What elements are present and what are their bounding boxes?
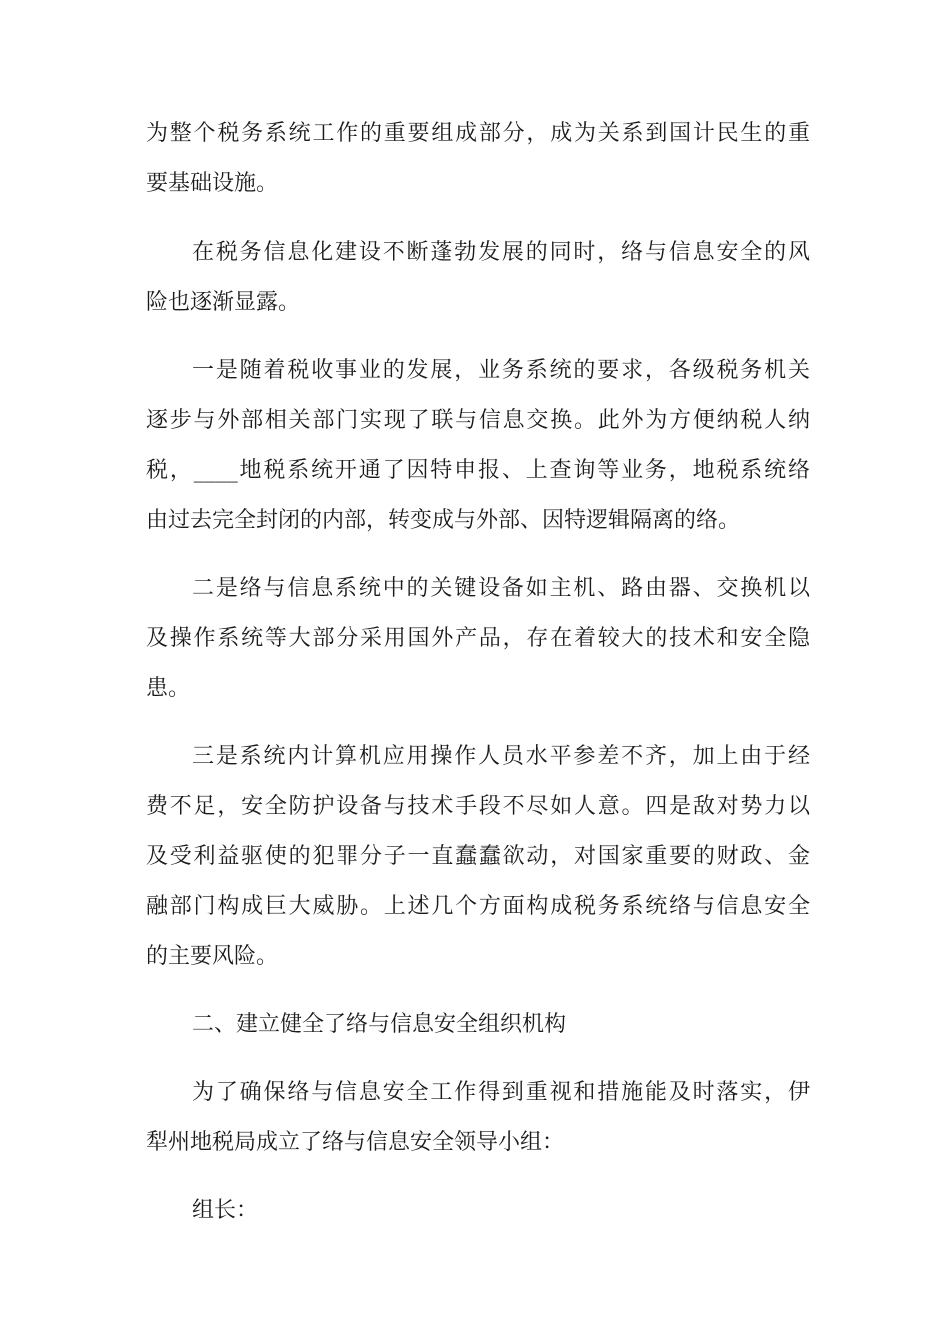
paragraph-7-line-1: 为了确保络与信息安全工作得到重视和措施能及时落实，伊 xyxy=(192,1080,810,1105)
paragraph-5-line-1: 三是系统内计算机应用操作人员水平参差不齐，加上由于经 xyxy=(192,744,810,769)
paragraph-5-line-3: 及受利益驱使的犯罪分子一直蠢蠢欲动，对国家重要的财政、金 xyxy=(146,844,810,869)
paragraph-4-line-1: 二是络与信息系统中的关键设备如主机、路由器、交换机以 xyxy=(192,576,810,601)
paragraph-4-line-3: 患。 xyxy=(146,676,191,701)
paragraph-7-line-2: 犁州地税局成立了络与信息安全领导小组： xyxy=(146,1130,565,1155)
paragraph-2-line-2: 险也逐渐显露。 xyxy=(146,290,301,315)
paragraph-3-line-2: 逐步与外部相关部门实现了联与信息交换。此外为方便纳税人纳 xyxy=(146,408,810,433)
paragraph-1-line-2: 要基础设施。 xyxy=(146,171,279,196)
paragraph-2-line-1: 在税务信息化建设不断蓬勃发展的同时，络与信息安全的风 xyxy=(192,240,810,265)
paragraph-3-line-3: 税，____地税系统开通了因特申报、上查询等业务，地税系统络 xyxy=(146,458,810,483)
paragraph-3-line-1: 一是随着税收事业的发展，业务系统的要求，各级税务机关 xyxy=(192,358,810,383)
paragraph-4-line-2: 及操作系统等大部分采用国外产品，存在着较大的技术和安全隐 xyxy=(146,626,810,651)
leader-label: 组长： xyxy=(192,1198,259,1223)
paragraph-5-line-2: 费不足，安全防护设备与技术手段不尽如人意。四是敌对势力以 xyxy=(146,794,810,819)
paragraph-1-line-1: 为整个税务系统工作的重要组成部分，成为关系到国计民生的重 xyxy=(146,121,810,146)
paragraph-5-line-4: 融部门构成巨大威胁。上述几个方面构成税务系统络与信息安全 xyxy=(146,894,810,919)
paragraph-3-line-4: 由过去完全封闭的内部，转变成与外部、因特逻辑隔离的络。 xyxy=(146,508,741,533)
section-heading: 二、建立健全了络与信息安全组织机构 xyxy=(192,1012,567,1037)
paragraph-5-line-5: 的主要风险。 xyxy=(146,944,279,969)
